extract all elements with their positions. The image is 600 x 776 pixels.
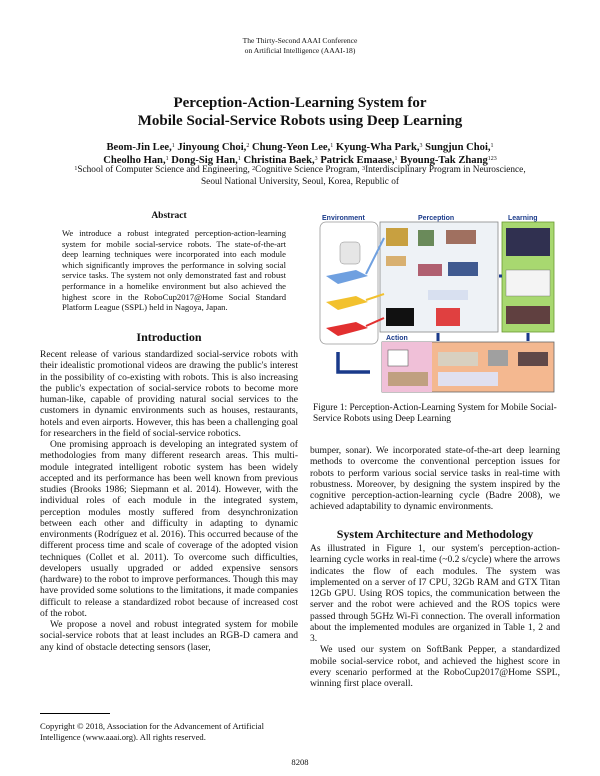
conference-header — [0, 36, 600, 56]
introduction-body — [40, 349, 298, 653]
author-affil-sup: 1 — [171, 143, 175, 149]
paragraph: We propose a novel and robust integrated system for mobile social-service robots that at least includes an RGB-D camera and any kind of obstacle detecting sensors (laser, — [40, 619, 298, 653]
author-affil-sup: 3 — [419, 143, 423, 149]
affiliation-1: School of Computer Science and Engineering, — [77, 165, 253, 175]
introduction-body-continued — [310, 445, 560, 513]
affiliation-3: Interdisciplinary Program in Neuroscience, — [365, 165, 526, 175]
affil-sup: 1 — [74, 166, 78, 172]
action-thumbnail — [518, 352, 548, 366]
perception-thumbnail — [386, 228, 408, 246]
author: Dong-Sig Han, — [171, 155, 238, 166]
perception-thumbnail — [428, 290, 468, 300]
affiliation-2: Cognitive Science Program, — [255, 165, 363, 175]
action-label: Action — [386, 335, 408, 342]
learning-thumbnail — [506, 306, 550, 324]
perception-thumbnail — [418, 264, 442, 276]
paper-title — [0, 94, 600, 130]
system-architecture-body — [310, 543, 560, 689]
author-affil-sup: 3 — [314, 156, 318, 162]
perception-thumbnail — [418, 230, 434, 246]
action-thumbnail — [438, 372, 498, 386]
perception-thumbnail — [448, 262, 478, 276]
introduction-heading: Introduction — [136, 330, 202, 344]
action-thumbnail — [388, 372, 428, 386]
affil-sup: 2 — [252, 166, 256, 172]
conference-line-1: The Thirty-Second AAAI Conference — [242, 36, 358, 45]
perception-thumbnail — [386, 256, 406, 266]
conference-line-2: on Artificial Intelligence (AAAI-18) — [244, 46, 356, 55]
figure-1-diagram — [318, 212, 558, 394]
perception-label: Perception — [418, 215, 455, 222]
page-number: 8208 — [291, 757, 309, 767]
action-thumbnail — [388, 350, 408, 366]
footnote-divider — [40, 713, 110, 714]
paragraph: As illustrated in Figure 1, our system's perception-action-learning cycle works in real-time (~0.2 s/cycle) where the arrows indicates the flow of each modules. The system was implemented on a server of I7 CPU, 32Gb RAM and GTX Titan 12Gb GPU. Using ROS topics, the communication between the server and the robot were achieved and the ROS topics were passed through 5GHz Wi-Fi connection. The overall information about the implemented modules are organized in Table 1, 2 and 3. — [310, 543, 560, 644]
author-affil-sup: 123 — [487, 156, 497, 162]
paragraph: bumper, sonar). We incorporated state-of-the-art deep learning methods to overcome the conventional perception issues for robots to perform various social service tasks in real-time with robustness. Moreover, by designing the system inspired by the cognitive perception-action-learning cycle (Badre 2008), we achieved adaptability to dynamic environments. — [310, 445, 560, 513]
paragraph: We used our system on SoftBank Pepper, a standardized mobile social-service robot, and achieved the highest score in every scenario performed at the RoboCup2017@Home SSPL, winning first place overall. — [310, 644, 560, 689]
abstract-text: We introduce a robust integrated perception-action-learning system for mobile social-service robots. The state-of-the-art deep learning techniques were incorporated into each module which significantly improves the performance in solving social service tasks. The system not only demonstrated fast and robust performance in a homelike environment but also achieved the highest score in the RoboCup2017@Home Social Standard Platform League (SSPL) held in Nagoya, Japan. — [62, 228, 286, 313]
abstract-heading: Abstract — [151, 211, 187, 221]
robot-image — [340, 242, 360, 264]
author: Patrick Emaase, — [320, 155, 395, 166]
figure-caption: Figure 1: Perception-Action-Learning System for Mobile Social-Service Robots using Deep Learning — [313, 403, 557, 425]
action-thumbnail — [488, 350, 508, 366]
action-to-environment-arrow — [338, 352, 370, 372]
title-line-2: Mobile Social-Service Robots using Deep Learning — [137, 113, 463, 129]
learning-thumbnail — [506, 228, 550, 256]
author-affil-sup: 1 — [165, 156, 169, 162]
title-line-1: Perception-Action-Learning System for — [173, 95, 427, 111]
learning-map — [506, 270, 550, 296]
system-architecture-heading: System Architecture and Methodology — [336, 527, 534, 541]
affil-sup: 3 — [362, 166, 366, 172]
author-affil-sup: 1 — [237, 156, 241, 162]
author-list — [0, 141, 600, 167]
author: Chung-Yeon Lee, — [251, 142, 331, 153]
author: Sungjun Choi, — [425, 142, 491, 153]
affiliations — [0, 165, 600, 188]
author: Jinyoung Choi, — [177, 142, 247, 153]
affiliation-institution: Seoul National University, Seoul, Korea, Republic of — [201, 176, 399, 187]
paragraph: Recent release of various standardized social-service robots with their idealistic promotional videos are drawing the public's interest in the possibility of co-existing with robots. This is also increasing the public's expectation of social-service robots to become more human-like, capable of providing natural social services to the customers in dynamic environments such as houses, restaurants, hotels and even airports. However, this has been a challenging goal for researchers in the field of social-service robotics. — [40, 349, 298, 439]
author-affil-sup: 2 — [246, 143, 250, 149]
author: Cheolho Han, — [103, 155, 166, 166]
perception-thumbnail — [436, 308, 460, 326]
author: Byoung-Tak Zhang — [400, 155, 488, 166]
author-affil-sup: 1 — [490, 143, 494, 149]
perception-thumbnail — [446, 230, 476, 244]
author: Kyung-Wha Park, — [335, 142, 420, 153]
author: Beom-Jin Lee, — [106, 142, 172, 153]
author-affil-sup: 1 — [330, 143, 334, 149]
environment-label: Environment — [322, 215, 365, 222]
learning-label: Learning — [508, 215, 538, 222]
author-affil-sup: 1 — [394, 156, 398, 162]
author: Christina Baek, — [243, 155, 315, 166]
action-thumbnail — [438, 352, 478, 366]
paragraph: One promising approach is developing an integrated system of methodologies from many different research areas. This multi-module integrated intelligent robotic system has been widely accepted and its performance has been well known from previous studies (Brooks 1986; Siepmann et al. 2014). However, with the individual roles of each module in the integrated system, perception modules mostly suffered from desynchronization between each other and difficulty in adapting to dynamic environments (Rodríguez et al. 2016). This occurred because of the different process time and scale of coverage of the adopted vision techniques (Collet et al. 2011). To overcome such difficulties, developers usually upgraded or added expensive sensors (hardware) to the robot to improve performances. Though this may have provided some solutions to the limitations, it made companies difficult to release a standardized robot because of increased cost of the robot. — [40, 439, 298, 619]
perception-thumbnail — [386, 308, 414, 326]
copyright-footnote: Copyright © 2018, Association for the Advancement of Artificial Intelligence (www.aaai.org). All rights reserved. — [40, 721, 264, 742]
